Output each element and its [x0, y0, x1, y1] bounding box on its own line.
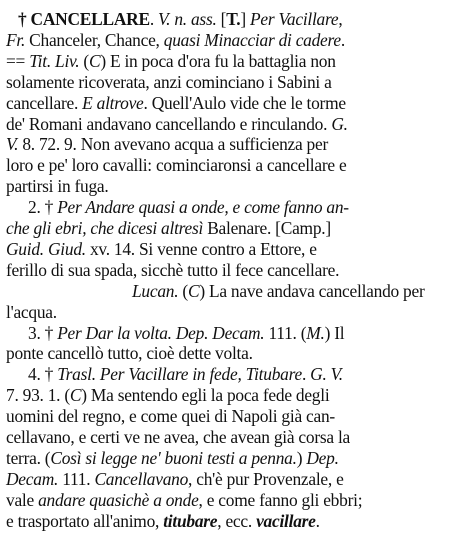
entry-line-5-segment-3: . Quell'Aulo vide che le torme — [143, 92, 346, 113]
entry-line-10-segment-2: Per Andare quasi a onde, e come fanno an- — [57, 197, 349, 218]
entry-line-19-segment-2: C — [69, 385, 82, 406]
entry-line-11-segment-1: che gli ebri, che dicesi altresì — [6, 218, 204, 238]
entry-line-12-segment-2: xv. 14. Si venne contro a Ettore, e — [85, 238, 317, 259]
entry-line-18-segment-4: G. V. — [310, 364, 343, 385]
entry-line-24-segment-3: , e come fanno gli ebbri; — [198, 489, 363, 510]
entry-line-23-segment-4: , ch'è pur Provenzale, e — [188, 468, 344, 489]
entry-line-5-segment-2: E altrove — [82, 92, 144, 113]
entry-line-8-segment-1: loro e pe' loro cavalli: cominciaronsi a cancellare e — [6, 155, 347, 176]
entry-line-1-segment-5: [ — [216, 9, 227, 29]
entry-line-3-segment-3: ( — [79, 50, 89, 71]
entry-line-1-segment-6: T. — [226, 9, 241, 29]
entry-line-21-segment-1: cellavano, e certi ve ne avea, che avean già corsa la — [6, 427, 351, 447]
entry-line-2-segment-2: Chanceler, Chance, — [25, 29, 164, 50]
entry-line-4-segment-1: solamente ricoverata, anzi cominciano i Sabini a — [6, 71, 332, 92]
entry-line-16-segment-3: 111. ( — [264, 322, 307, 343]
entry-line-16-segment-1: 3. † — [28, 322, 58, 343]
entry-line-2-segment-3: quasi Minacciar di cadere — [163, 29, 341, 50]
entry-line-14-segment-3: C — [187, 280, 200, 301]
entry-line-1-segment-2: CANCELLARE — [30, 9, 150, 29]
entry-line-2-segment-1: Fr. — [6, 29, 26, 50]
entry-line-7-segment-2: 8. 72. 9. Non avevano acqua a sufficienza per — [18, 134, 329, 155]
entry-line-25 — [0, 508, 472, 535]
entry-line-1-segment-8: Per Vacillare — [250, 9, 339, 29]
entry-line-19-segment-1: 7. 93. 1. ( — [6, 385, 70, 406]
entry-line-1-segment-3: . — [149, 9, 159, 29]
entry-line-1-segment-9: , — [338, 9, 343, 29]
entry-line-25-segment-2: titubare — [163, 510, 218, 531]
entry-line-22-segment-4: Dep. — [306, 447, 339, 468]
entry-line-25-segment-3: , ecc. — [217, 510, 257, 531]
entry-line-3-segment-4: C — [88, 50, 101, 71]
entry-line-18-segment-3: . — [301, 364, 311, 385]
entry-line-2-segment-4: . — [340, 29, 345, 50]
entry-line-23-segment-1: Decam. — [6, 468, 59, 489]
entry-line-6-segment-1: de' Romani andavano cancellando e rinculando. — [6, 113, 332, 134]
entry-line-24-segment-2: andare quasichè a onde — [38, 489, 199, 510]
entry-line-22-segment-3: ) — [296, 447, 307, 468]
entry-line-7-segment-1: V. — [6, 134, 19, 155]
entry-line-14-segment-4: ) La nave andava cancellando per — [199, 280, 425, 301]
entry-line-23-segment-3: Cancellavano — [94, 468, 189, 489]
entry-line-25-segment-1: e trasportato all'animo, — [6, 510, 164, 531]
entry-line-19-segment-3: ) Ma sentendo egli la poca fede degli — [81, 385, 330, 406]
entry-line-18-segment-2: Trasl. Per Vacillare in fede, Titubare — [57, 364, 302, 385]
entry-line-20-segment-1: uomini del regno, e come quei di Napoli già can- — [6, 406, 335, 427]
entry-line-25-segment-4: vacillare — [256, 510, 316, 531]
entry-line-3-segment-5: ) E in poca d'ora fu la battaglia non — [100, 50, 336, 71]
entry-line-16-segment-2: Per Dar la volta. Dep. Decam. — [57, 322, 265, 343]
entry-line-11-segment-2: Balenare. [Camp.] — [203, 218, 331, 238]
entry-line-22-segment-2: Così si legge ne' buoni testi a penna. — [50, 447, 297, 468]
entry-line-17-segment-1: ponte cancellò tutto, cioè dette volta. — [6, 343, 253, 364]
entry-line-1-segment-1: † — [18, 9, 31, 29]
entry-line-14-segment-2: ( — [178, 280, 188, 301]
entry-line-25-segment-5: . — [315, 510, 320, 531]
entry-line-1-segment-4: V. n. ass. — [158, 9, 217, 29]
entry-line-16-segment-4: M. — [306, 322, 325, 343]
entry-line-18-segment-1: 4. † — [28, 364, 58, 385]
entry-line-15-segment-1: l'acqua. — [6, 301, 57, 322]
entry-line-3-segment-1: == — [6, 50, 30, 71]
entry-line-22-segment-1: terra. ( — [6, 447, 51, 468]
entry-line-1-segment-7: ] — [240, 9, 250, 29]
entry-line-24-segment-1: vale — [6, 489, 39, 510]
entry-line-12-segment-1: Guid. Giud. — [6, 238, 86, 259]
entry-line-16-segment-5: ) Il — [324, 322, 345, 343]
entry-line-5-segment-1: cancellare. — [6, 92, 83, 113]
entry-line-14-segment-1: Lucan. — [132, 280, 179, 301]
entry-line-6-segment-2: G. — [331, 113, 348, 134]
entry-line-10-segment-1: 2. † — [28, 197, 58, 218]
entry-line-9-segment-1: partirsi in fuga. — [6, 176, 109, 197]
entry-line-23-segment-2: 111. — [58, 468, 95, 489]
entry-line-13-segment-1: ferillo di sua spada, sicchè tutto il fece cancellare. — [6, 259, 340, 280]
entry-line-3-segment-2: Tit. Liv. — [29, 50, 80, 71]
